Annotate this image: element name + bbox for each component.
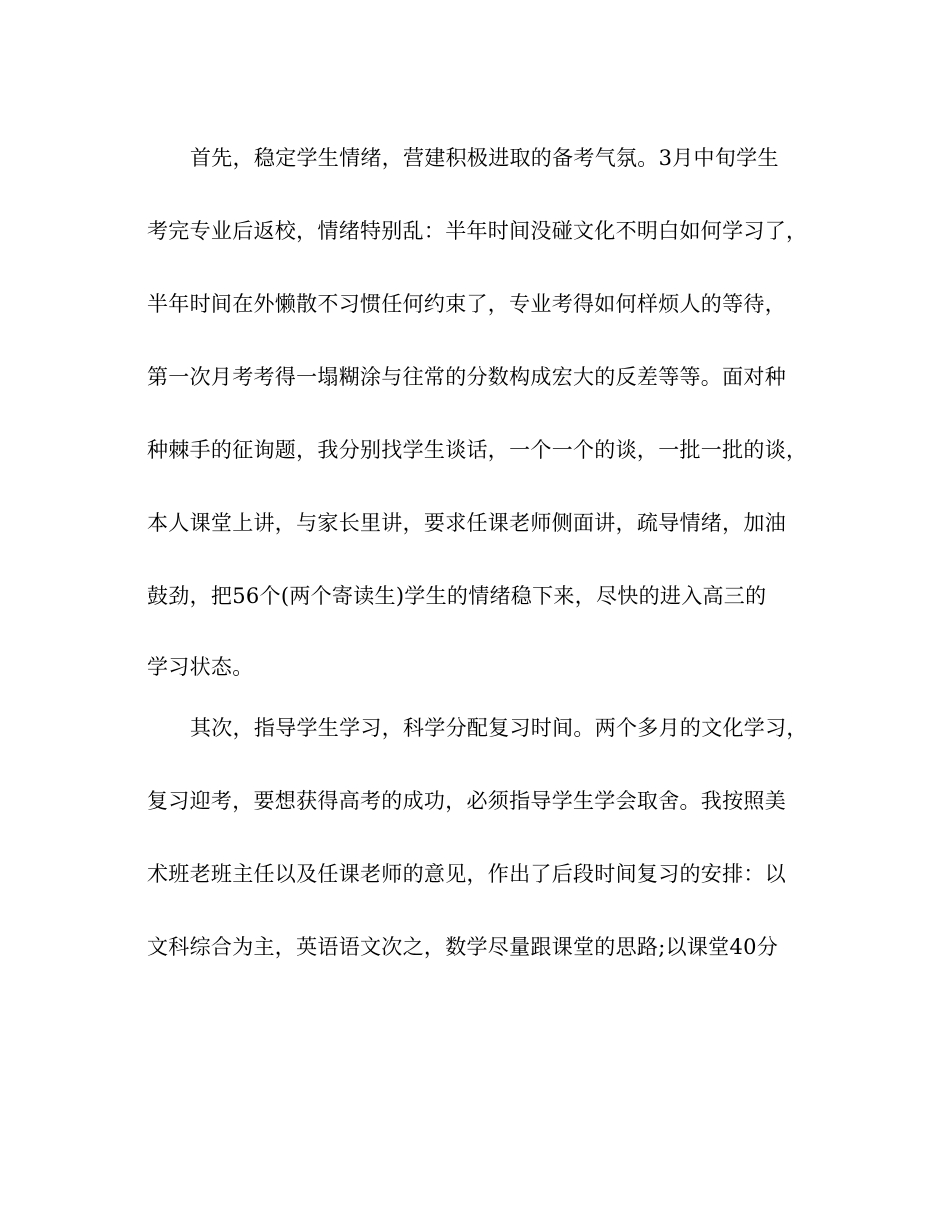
text-line: 文科综合为主，英语语文次之，数学尽量跟课堂的思路;以课堂40分 [147,935,779,959]
text-line: 第一次月考考得一塌糊涂与往常的分数构成宏大的反差等等。面对种 [147,365,786,389]
text-line: 首先，稳定学生情绪，营建积极进取的备考气氛。3月中旬学生 [190,146,779,170]
text-line: 鼓劲，把56个(两个寄读生)学生的情绪稳下来，尽快的进入高三的 [147,584,767,608]
text-line: 种棘手的征询题，我分别找学生谈话，一个一个的谈，一批一批的谈， [147,438,808,462]
text-line: 半年时间在外懒散不习惯任何约束了，专业考得如何样烦人的等待， [147,292,786,316]
text-line: 其次，指导学生学习，科学分配复习时间。两个多月的文化学习， [190,716,808,740]
text-line: 本人课堂上讲，与家长里讲，要求任课老师侧面讲，疏导情绪，加油 [147,511,786,535]
text-line: 考完专业后返校，情绪特别乱：半年时间没碰文化不明白如何学习了， [147,219,808,243]
text-line: 复习迎考，要想获得高考的成功，必须指导学生学会取舍。我按照美 [147,789,786,813]
text-line: 学习状态。 [147,655,254,679]
text-line: 术班老班主任以及任课老师的意见，作出了后段时间复习的安排：以 [147,862,786,886]
